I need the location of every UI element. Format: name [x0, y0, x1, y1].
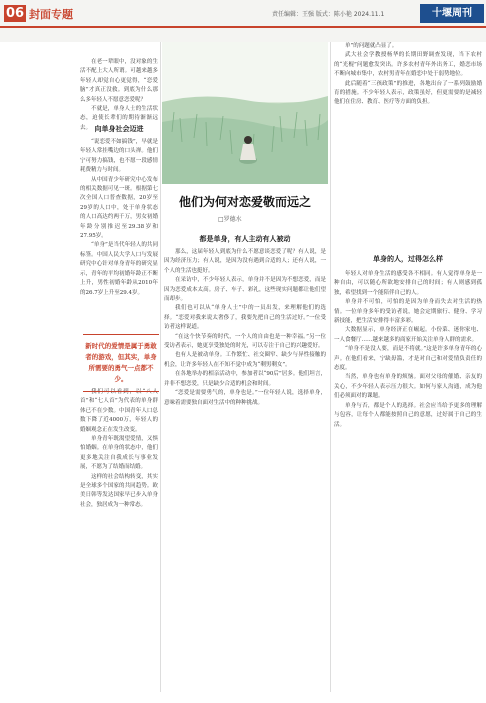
paragraph: 当然，单身也有单身的烦恼。面对父母的催婚、亲友的关心，不少年轻人表示压力很大。如何与家人沟通，成为他们必须面对的课题。	[334, 374, 482, 400]
pull-quote: 新时代的爱情是属于勇敢者的游戏，但其实，单身所需要的勇气一点都不少。	[83, 334, 159, 392]
page-header	[0, 0, 486, 42]
article-author: □罗德水	[218, 216, 242, 223]
paragraph: 也有人是被动单身。工作繁忙、社交圈窄、缺少与异性接触的机会，让许多年轻人在不知不觉中成为“剩男剩女”。	[164, 352, 326, 368]
paragraph: 不就是，单身人士的生活状态，迫使长辈们的期待渐渐远去。	[80, 106, 158, 131]
paragraph: “说恋爱不如搞钱”，早就是年轻人常挂嘴边的口头禅。他们宁可努力搞钱，也不愿一段感情耗费精力与时间。	[80, 139, 158, 174]
paragraph: 单身青年既渴望爱情，又惧怕婚姻。在单身的状态中，他们更多地关注自我成长与事业发展，不愿为了结婚而结婚。	[80, 436, 158, 471]
column-1-body-lower	[80, 388, 158, 688]
illustration-grassland	[162, 42, 328, 184]
paragraph: 在采访中，不少年轻人表示，单身并不是因为不想恋爱，而是因为恋爱成本太高。房子、车子、彩礼，这些现实问题都让他们望而却步。	[164, 277, 326, 303]
page-number: 06	[5, 6, 25, 21]
column-rule	[160, 42, 161, 692]
paragraph: 这样的社会结构转变，其实是全球多个国家的共同趋势。欧美日韩等发达国家早已步入单身社会，独居成为一种常态。	[80, 473, 158, 508]
paragraph: “单身不是没人要，而是不将就。”这是许多单身青年的心声。在他们看来，宁缺毋滥，才是对自己和对爱情负责任的态度。	[334, 346, 482, 372]
paragraph: “在这个快节奏的时代，一个人的自由也是一种幸福。”另一位受访者表示，她更享受独处的时光，可以专注于自己的兴趣爱好。	[164, 333, 326, 350]
subhead-2: 都是单身，有人主动有人被动	[199, 235, 291, 243]
paragraph: “恋爱是需要勇气的，单身也是。”一位年轻人说，选择单身，意味着需要独自面对生活中的种种挑战。	[164, 390, 326, 406]
column-3-intro	[334, 42, 482, 254]
column-rule	[330, 42, 331, 692]
column-1-body	[80, 138, 158, 330]
paragraph: 在老一辈眼中，没对象的生活不配上大人所谓。可越来越多年轻人却觉自心更觉得，“恋爱脑”才真正没救。到底为什么那么多年轻人不愿意恋爱呢？	[80, 59, 158, 103]
grass-field-illustration	[162, 42, 328, 184]
paragraph: 我们可以看到，以“八人首”和“七人首”为代表的单身群体已不在少数。中国青年人口总数下降了近4000万，年轻人的婚姻观念正在发生改变。	[80, 389, 158, 433]
editor-credits: 责任编辑：王强 版式：陈小艳 2024.11.1	[272, 11, 385, 18]
paragraph: 我们也可以从“单身人士”中的一员出发，来理解他们的选择。“恋爱对我来说太奢侈了，我要先把自己的生活过好。”一位受访者这样说道。	[164, 305, 326, 331]
newspaper-brand: 十堰周刊	[420, 4, 484, 23]
paragraph: 单身并不可怕，可怕的是因为单身而失去对生活的热情。一位单身多年的受访者说，她会定期旅行、健身、学习新技能，把生活安排得丰富多彩。	[334, 299, 482, 325]
paragraph: 年轻人对单身生活的感受各不相同。有人觉得单身是一种自由，可以随心所欲地安排自己的时间；有人则感到孤独，希望找到一个能陪伴自己的人。	[334, 271, 482, 296]
paragraph: 单身与否，都是个人的选择。社会应当给予更多的理解与包容，让每个人都能按照自己的意愿，过好属于自己的生活。	[334, 402, 482, 428]
paragraph: “单身”是当代年轻人的共同标签。中国人民大学人口与发展研究中心针对单身青年的研究显示，青年的平均初婚年龄正不断上升，男性初婚年龄从2010年的26.7岁上升至29.4岁。	[80, 242, 158, 296]
subhead-1: 向单身社会迈进	[94, 125, 144, 133]
paragraph: 从中国青少年研究中心发布的相关数据可见一斑。根据第七次全国人口普查数据，20岁至29岁的人口中，处于单身状态的人口高达约两千万，男女初婚年龄分别推迟至29.38岁和27.95岁。	[80, 176, 158, 240]
article-headline: 他们为何对恋爱敬而远之	[178, 195, 311, 209]
paragraph: 那么，这届年轻人到底为什么不愿意谈恋爱了呢？有人说，是因为经济压力；有人说，是因为没有遇到合适的人；还有人说，一个人的生活也挺好。	[164, 249, 326, 274]
paragraph: 在各地举办的相亲活动中，参加者以“90后”居多。他们坦言，并非不想恋爱，只是缺少合适的机会和时间。	[164, 371, 326, 387]
subhead-3: 单身的人，过得怎么样	[373, 255, 443, 263]
section-title: 封面专题	[29, 8, 73, 21]
paragraph: 此后随着“三孩政策”的推进，各地出台了一系列鼓励婚育的措施。不少年轻人表示，政策虽好，但更需要的是减轻他们在住房、教育、医疗等方面的负担。	[334, 80, 482, 106]
column-3-body	[334, 270, 482, 690]
header-divider	[0, 26, 486, 28]
column-2-body	[164, 248, 326, 688]
paragraph: 大数据显示，单身经济正在崛起。小份菜、迷你家电、一人食餐厅……越来越多的商家开始关注单身人群的需求。	[334, 327, 482, 343]
paragraph: 单”的问题就凸显了。	[345, 43, 398, 49]
paragraph: 武大社会学教授杨华的长期田野调查发现，当下农村的“光棍”问题愈发突出。许多农村青年外出务工，婚恋市场不断向城市集中，农村男青年在婚恋中处于弱势地位。	[334, 52, 482, 78]
